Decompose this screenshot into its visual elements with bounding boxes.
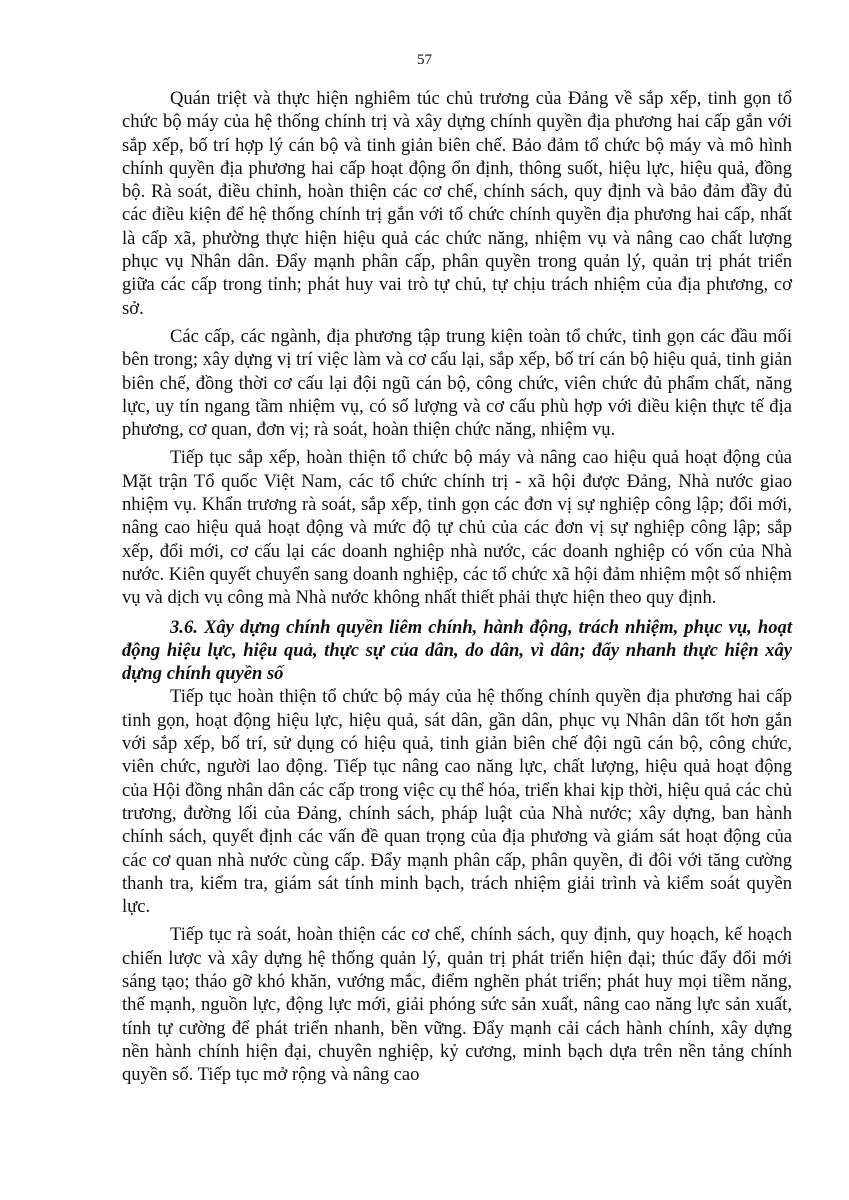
section-heading: 3.6. Xây dựng chính quyền liêm chính, hành động, trách nhiệm, phục vụ, hoạt động hiệu lực, hiệu quả, thực sự của dân, do dân, vì dân; đẩy nhanh thực hiện xây dựng chính quyền số [122,616,792,685]
section-paragraph-2: Tiếp tục rà soát, hoàn thiện các cơ chế, chính sách, quy định, quy hoạch, kế hoạch chiến lược và xây dựng hệ thống quản lý, quản trị phát triển hiện đại; thúc đẩy đổi mới sáng tạo; tháo gỡ khó khăn, vướng mắc, điểm nghẽn phát triển; phát huy mọi tiềm năng, thế mạnh, nguồn lực, động lực mới, giải phóng sức sản xuất, nâng cao năng lực sản xuất, tính tự cường để phát triển nhanh, bền vững. Đẩy mạnh cải cách hành chính, xây dựng nền hành chính hiện đại, chuyên nghiệp, kỷ cương, minh bạch dựa trên nền tảng chính quyền số. Tiếp tục mở rộng và nâng cao [122,924,792,1086]
paragraph-3: Tiếp tục sắp xếp, hoàn thiện tổ chức bộ máy và nâng cao hiệu quả hoạt động của Mặt trận Tổ quốc Việt Nam, các tổ chức chính trị - xã hội được Đảng, Nhà nước giao nhiệm vụ. Khẩn trương rà soát, sắp xếp, tinh gọn các đơn vị sự nghiệp công lập; đổi mới, nâng cao hiệu quả hoạt động và mức độ tự chủ của các đơn vị sự nghiệp công lập; sắp xếp, đổi mới, cơ cấu lại các doanh nghiệp nhà nước, các doanh nghiệp có vốn của Nhà nước. Kiên quyết chuyển sang doanh nghiệp, các tổ chức xã hội đảm nhiệm một số nhiệm vụ và dịch vụ công mà Nhà nước không nhất thiết phải thực hiện theo quy định. [122,447,792,609]
document-body [122,87,792,1086]
paragraph-2: Các cấp, các ngành, địa phương tập trung kiện toàn tổ chức, tinh gọn các đầu mối bên trong; xây dựng vị trí việc làm và cơ cấu lại, sắp xếp, bố trí cán bộ hiệu quả, tinh giản biên chế, đồng thời cơ cấu lại đội ngũ cán bộ, công chức, viên chức đủ phẩm chất, năng lực, uy tín ngang tầm nhiệm vụ, có số lượng và cơ cấu phù hợp với điều kiện thực tế địa phương, cơ quan, đơn vị; rà soát, hoàn thiện chức năng, nhiệm vụ. [122,325,792,441]
paragraph-1: Quán triệt và thực hiện nghiêm túc chủ trương của Đảng về sắp xếp, tinh gọn tổ chức bộ máy của hệ thống chính trị và xây dựng chính quyền địa phương hai cấp gắn với sắp xếp, bố trí hợp lý cán bộ và tinh giản biên chế. Bảo đảm tổ chức bộ máy và mô hình chính quyền địa phương hai cấp hoạt động ổn định, thông suốt, hiệu lực, hiệu quả, đồng bộ. Rà soát, điều chỉnh, hoàn thiện các cơ chế, chính sách, quy định và bảo đảm đầy đủ các điều kiện để hệ thống chính trị gắn với tổ chức chính quyền địa phương hai cấp, nhất là cấp xã, phường thực hiện hiệu quả các chức năng, nhiệm vụ và nâng cao chất lượng phục vụ Nhân dân. Đẩy mạnh phân cấp, phân quyền trong quản lý, quản trị phát triển giữa các cấp trong tỉnh; phát huy vai trò tự chủ, tự chịu trách nhiệm của địa phương, cơ sở. [122,88,792,319]
page-number: 57 [417,52,432,68]
section-paragraph-1: Tiếp tục hoàn thiện tổ chức bộ máy của hệ thống chính quyền địa phương hai cấp tinh gọn, hoạt động hiệu lực, hiệu quả, sát dân, gần dân, phục vụ Nhân dân tốt hơn gắn với sắp xếp, bố trí, sử dụng có hiệu quả, tinh giản biên chế đội ngũ cán bộ, công chức, viên chức, người lao động. Tiếp tục nâng cao năng lực, chất lượng, hiệu quả hoạt động của Hội đồng nhân dân các cấp trong việc cụ thể hóa, triển khai kịp thời, hiệu quả các chủ trương, đường lối của Đảng, chính sách, pháp luật của Nhà nước; xây dựng, ban hành chính sách, quyết định các vấn đề quan trọng của địa phương và giám sát hoạt động của các cơ quan nhà nước cùng cấp. Đẩy mạnh phân cấp, phân quyền, đi đôi với tăng cường thanh tra, kiểm tra, giám sát tính minh bạch, trách nhiệm giải trình và kiểm soát quyền lực. [122,686,792,918]
